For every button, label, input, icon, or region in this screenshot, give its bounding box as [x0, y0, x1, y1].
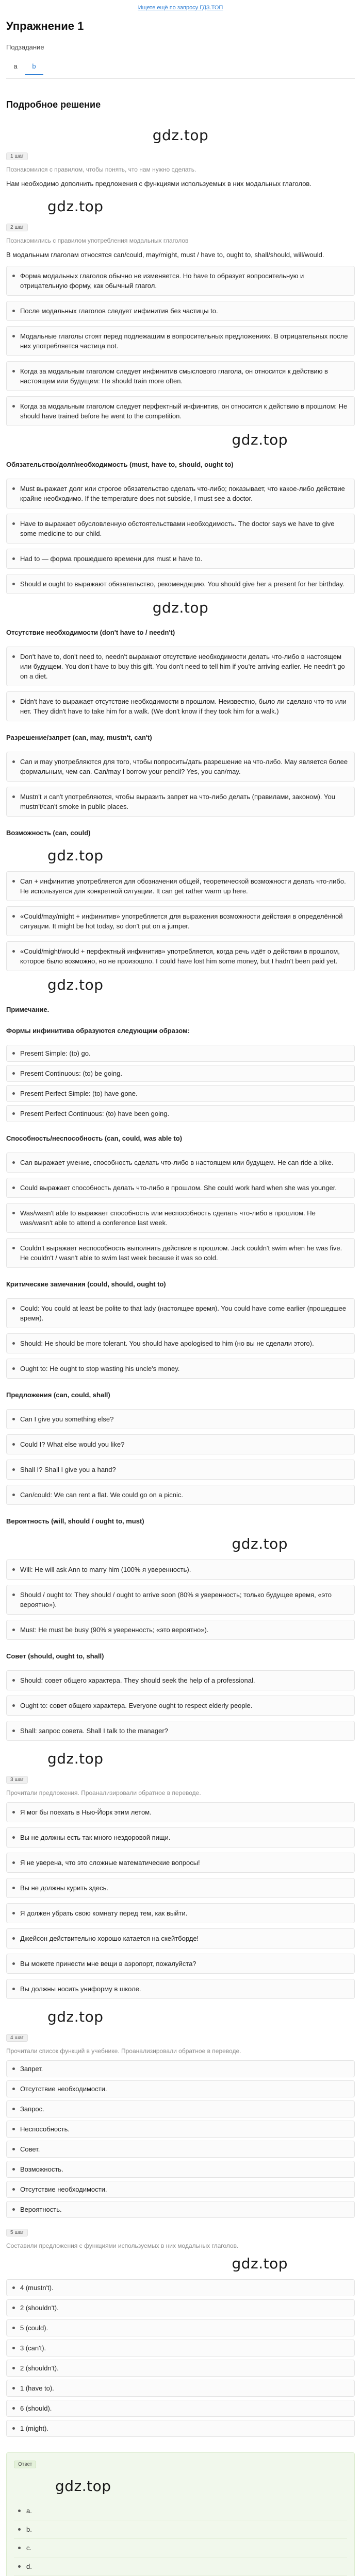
list-item: Модальные глаголы стоят перед подлежащим в вопросительных предложениях. В отрицательных после них употребляется частица not.	[6, 326, 355, 356]
list-item: Вы не должны есть так много нездоровой пищи.	[6, 1827, 355, 1848]
rule-heading: Вероятность (will, should / ought to, must)	[6, 1517, 144, 1525]
list-item: Я не уверена, что это сложные математические вопросы!	[6, 1853, 355, 1873]
list-item: Should: совет общего характера. They should seek the help of a professional.	[6, 1670, 355, 1690]
answer-item: b.	[14, 2520, 347, 2539]
rule-list-probability	[6, 1560, 355, 1640]
list-item: Present Continuous: (to) be going.	[6, 1065, 355, 1082]
list-item: Had to — форма прошедшего времени для must и have to.	[6, 549, 355, 569]
page-title: Упражнение 1	[6, 20, 84, 32]
step-task: Прочитали список функций в учебнике. Проанализировали обратное в переводе.	[6, 2047, 241, 2055]
list-item: Could выражает способность делать что-либо в прошлом. She could work hard when she was younger.	[6, 1178, 355, 1198]
list-item: Have to выражает обусловленную обстоятельствами необходимость. The doctor says we have to give some medicine to our child.	[6, 514, 355, 544]
step-task: Познакомился с правилом, чтобы понять, что нам нужно сделать.	[6, 166, 196, 173]
list-item: 1 (might).	[6, 2420, 355, 2437]
step-badge: 5 шаг	[6, 2229, 28, 2236]
answer-item: d.	[14, 2557, 347, 2576]
list-item: Запрет.	[6, 2060, 355, 2077]
list-item: Will: He will ask Ann to marry him (100% я уверенность).	[6, 1560, 355, 1580]
watermark: gdz.top	[152, 127, 209, 144]
rule-heading: Совет (should, ought to, shall)	[6, 1652, 104, 1660]
list-item: Вероятность.	[6, 2201, 355, 2218]
list-item: После модальных глаголов следует инфинитив без частицы to.	[6, 301, 355, 321]
list-item: Запрос.	[6, 2100, 355, 2117]
rule-heading: Возможность (can, could)	[6, 829, 91, 837]
list-item: Must выражает долг или строгое обязательство сделать что-либо; показывает, что какое-либо действие крайне необходимо. If the temperature does not subside, I must see a doctor.	[6, 479, 355, 509]
list-item: Ought to: совет общего характера. Everyone ought to respect elderly people.	[6, 1696, 355, 1716]
page-content	[0, 20, 361, 2576]
list-item: Форма модальных глаголов обычно не изменяется. Но have to образует вопросительную и отрицательную форму, как обычный глагол.	[6, 266, 355, 296]
list-item: Can + инфинитив употребляется для обозначения общей, теоретической возможности делать что-либо. Не используется для конкретной ситуации. It can get rather warm up here.	[6, 871, 355, 901]
tabs-divider	[6, 78, 355, 79]
rule-list-general	[6, 266, 355, 426]
functions-list	[6, 2060, 355, 2218]
list-item: Я мог бы поехать в Нью-Йорк этим летом.	[6, 1802, 355, 1822]
list-item: Could: You could at least be polite to that lady (настоящее время). You could have come earlier (прошедшее время).	[6, 1298, 355, 1328]
answer-box	[6, 2452, 355, 2576]
rule-list-obligation	[6, 479, 355, 594]
list-item: 4 (mustn't).	[6, 2279, 355, 2296]
rule-heading: Критические замечания (could, should, ought to)	[6, 1280, 166, 1288]
watermark: gdz.top	[152, 599, 209, 616]
list-item: Can и may употребляются для того, чтобы попросить/дать разрешение на что-либо. May является более формальным, чем can. Can/may I borrow your pencil? Yes, you can/may.	[6, 752, 355, 782]
list-item: Don't have to, don't need to, needn't выражают отсутствие необходимости делать что-либо в настоящем или будущем. You don't have to buy this gift. You don't need to tell him if you're arriving earlier. He needn't go on a diet.	[6, 647, 355, 686]
translation-list	[6, 1802, 355, 1999]
list-item: «Could/might/would + перфектный инфинитив» употребляется, когда речь идёт о действии в прошлом, которое было возможно, но не произошло. I could have lost him some money, but I hadn't been paid yet.	[6, 941, 355, 971]
step-badge: 2 шаг	[6, 224, 28, 231]
list-item: 1 (have to).	[6, 2380, 355, 2397]
list-item: Should / ought to: They should / ought to arrive soon (80% я уверенность; только будущее время, «это вероятно»).	[6, 1585, 355, 1615]
list-item: Shall: запрос совета. Shall I talk to the manager?	[6, 1721, 355, 1741]
rule-heading: Обязательство/долг/необходимость (must, have to, should, ought to)	[6, 461, 234, 468]
watermark: gdz.top	[47, 2008, 104, 2025]
list-item: Should: He should be more tolerant. You should have apologised to him (но вы не сделали этого).	[6, 1333, 355, 1353]
list-item: Can I give you something else?	[6, 1409, 355, 1429]
solution-title: Подробное решение	[6, 99, 101, 110]
tab-a[interactable]: a	[13, 62, 18, 70]
list-item: Mustn't и can't употребляются, чтобы выразить запрет на что-либо делать (правилами, законом). You mustn't/can't smoke in public places.	[6, 787, 355, 817]
answer-item: c.	[14, 2539, 347, 2557]
watermark: gdz.top	[47, 976, 104, 993]
rule-list-ability	[6, 1153, 355, 1268]
rule-list-advice	[6, 1670, 355, 1741]
watermark: gdz.top	[47, 198, 104, 215]
rule-list-offers	[6, 1409, 355, 1505]
watermark: gdz.top	[232, 2255, 288, 2272]
list-item: 5 (could).	[6, 2319, 355, 2336]
watermark: gdz.top	[47, 847, 104, 864]
list-item: Отсутствие необходимости.	[6, 2181, 355, 2198]
answer-item: a.	[14, 2502, 347, 2520]
forms-heading: Формы инфинитива образуются следующим образом:	[6, 1027, 190, 1035]
step-badge: 4 шаг	[6, 2034, 28, 2042]
rule-list-critical	[6, 1298, 355, 1379]
list-item: Ought to: He ought to stop wasting his uncle's money.	[6, 1359, 355, 1379]
rule-list-permission	[6, 752, 355, 817]
list-item: Совет.	[6, 2141, 355, 2158]
rule-heading: Предложения (can, could, shall)	[6, 1391, 110, 1399]
list-item: 6 (should).	[6, 2400, 355, 2417]
rule-list-possibility	[6, 871, 355, 971]
list-item: Can выражает умение, способность сделать что-либо в настоящем или будущем. He can ride a bike.	[6, 1153, 355, 1173]
step-3-section	[6, 1774, 355, 1999]
step-task: Познакомились с правилом употребления модальных глаголов	[6, 237, 189, 244]
subtask-tabs	[6, 58, 355, 75]
list-item: Вы должны носить униформу в школе.	[6, 1979, 355, 1999]
step-4-section	[6, 2032, 355, 2218]
step-text: Нам необходимо дополнить предложения с функциями используемых в них модальных глаголов.	[6, 180, 311, 188]
step-badge: 1 шаг	[6, 152, 28, 160]
list-item: Когда за модальным глаголом следует инфинитив смыслового глагола, он относится к действию в настоящем или будущем: He should train more often.	[6, 361, 355, 391]
rule-heading: Разрешение/запрет (can, may, mustn't, can't)	[6, 734, 152, 741]
step-badge: 3 шаг	[6, 1776, 28, 1784]
rule-list-absence	[6, 647, 355, 721]
list-item: Вы можете принести мне вещи в аэропорт, пожалуйста?	[6, 1954, 355, 1974]
subtask-label: Подзадание	[6, 43, 44, 51]
list-item: Was/wasn't able to выражает способность или неспособность сделать что-либо в прошлом. He was/wasn't able to attend a conference last week.	[6, 1203, 355, 1233]
top-search-link[interactable]: Ищете ещё по запросу ГДЗ.ТОП	[138, 5, 223, 11]
list-item: Возможность.	[6, 2161, 355, 2178]
watermark: gdz.top	[232, 1535, 288, 1552]
list-item: Didn't have to выражает отсутствие необходимости в прошлом. Неизвестно, было ли сделано что-то или нет. They didn't have to take him for a walk. (We don't know if they took him for a walk.)	[6, 691, 355, 721]
list-item: Can/could: We can rent a flat. We could go on a picnic.	[6, 1485, 355, 1505]
step-task: Составили предложения с функциями используемых в них модальных глаголов.	[6, 2242, 239, 2249]
list-item: Must: He must be busy (90% я уверенность; «это вероятно»).	[6, 1620, 355, 1640]
list-item: Когда за модальным глаголом следует перфектный инфинитив, он относится к действию в прошлом: He should have trained before he went to the competition.	[6, 396, 355, 426]
watermark: gdz.top	[232, 431, 288, 448]
rule-heading: Отсутствие необходимости (don't have to / needn't)	[6, 629, 175, 636]
watermark: gdz.top	[55, 2478, 111, 2495]
list-item: 2 (shouldn't).	[6, 2360, 355, 2377]
note-heading: Примечание.	[6, 1006, 50, 1013]
list-item: Couldn't выражает неспособность выполнить действие в прошлом. Jack couldn't swim when he was five. He couldn't / wasn't able to swim last week because it was so cold.	[6, 1238, 355, 1268]
modal-answers-list	[6, 2279, 355, 2437]
step-2-section	[6, 222, 355, 1741]
list-item: Неспособность.	[6, 2121, 355, 2138]
rule-heading: Способность/неспособность (can, could, was able to)	[6, 1134, 183, 1142]
step-task: Прочитали предложения. Проанализировали обратное в переводе.	[6, 1789, 201, 1797]
step-5-section	[6, 2227, 355, 2437]
infinitive-forms-list	[6, 1045, 355, 1122]
top-search-bar	[0, 0, 361, 15]
list-item: 2 (shouldn't).	[6, 2299, 355, 2316]
answer-badge: Ответ	[14, 2461, 36, 2468]
rule-intro: В модальным глаголам относятся can/could, may/might, must / have to, ought to, shall/should, will/would.	[6, 251, 324, 259]
list-item: Could I? What else would you like?	[6, 1434, 355, 1454]
step-1-section	[6, 151, 355, 189]
list-item: «Could/may/might + инфинитив» употребляется для выражения возможности действия в определённой ситуации. It might be hot today, so don't put on a jumper.	[6, 906, 355, 936]
watermark: gdz.top	[47, 1750, 104, 1767]
list-item: Джейсон действительно хорошо катается на скейтборде!	[6, 1928, 355, 1948]
tab-b[interactable]: b	[25, 58, 43, 75]
list-item: Вы не должны курить здесь.	[6, 1878, 355, 1898]
list-item: Отсутствие необходимости.	[6, 2080, 355, 2097]
list-item: Я должен убрать свою комнату перед тем, как выйти.	[6, 1903, 355, 1923]
list-item: Present Perfect Simple: (to) have gone.	[6, 1085, 355, 1102]
list-item: Present Simple: (to) go.	[6, 1045, 355, 1062]
list-item: Shall I? Shall I give you a hand?	[6, 1460, 355, 1480]
list-item: 3 (can't).	[6, 2340, 355, 2357]
list-item: Should и ought to выражают обязательство, рекомендацию. You should give her a present for her birthday.	[6, 574, 355, 594]
list-item: Present Perfect Continuous: (to) have been going.	[6, 1105, 355, 1122]
